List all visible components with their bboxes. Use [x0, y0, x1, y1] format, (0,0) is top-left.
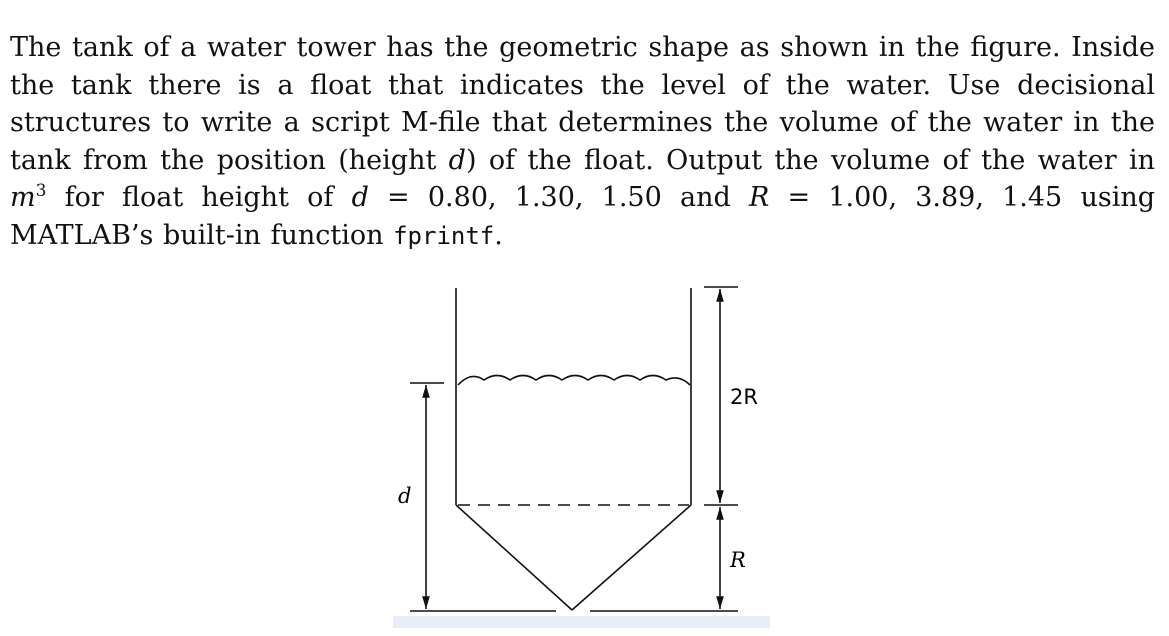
d-symbol: d	[351, 182, 369, 214]
function-name: fprintf	[393, 221, 495, 250]
cone-right-side	[572, 505, 691, 610]
r-values: 1.00, 3.89, 1.45	[828, 182, 1063, 214]
water-surface	[458, 376, 690, 386]
problem-text-4: using MATLAB’s built-in function	[10, 182, 1155, 251]
ground-shadow	[393, 616, 770, 628]
var-d: d	[448, 144, 466, 176]
r-symbol: R	[748, 182, 770, 214]
label-2r: 2R	[730, 385, 758, 409]
and-word: and	[661, 182, 749, 214]
label-d: d	[398, 484, 412, 508]
label-r: R	[730, 548, 746, 572]
period: .	[494, 219, 503, 251]
problem-text-1: The tank of a water tower has the geometric shape as shown in the figure. Inside the tank there is a float that indicates the level of the water. Use decisional structures to write a script M-file that determines the volume of the water in the tank from the position (height	[10, 32, 1155, 176]
unit-m: m	[10, 182, 36, 214]
problem-text-3: for float height of	[46, 182, 352, 214]
unit-exponent: 3	[35, 181, 47, 202]
equals-1: =	[368, 182, 428, 214]
cone-left-side	[456, 505, 572, 610]
equals-2: =	[769, 182, 829, 214]
problem-text-2: ) of the float. Output the volume of the water in	[465, 144, 1155, 176]
d-values: 0.80, 1.30, 1.50	[427, 182, 662, 214]
